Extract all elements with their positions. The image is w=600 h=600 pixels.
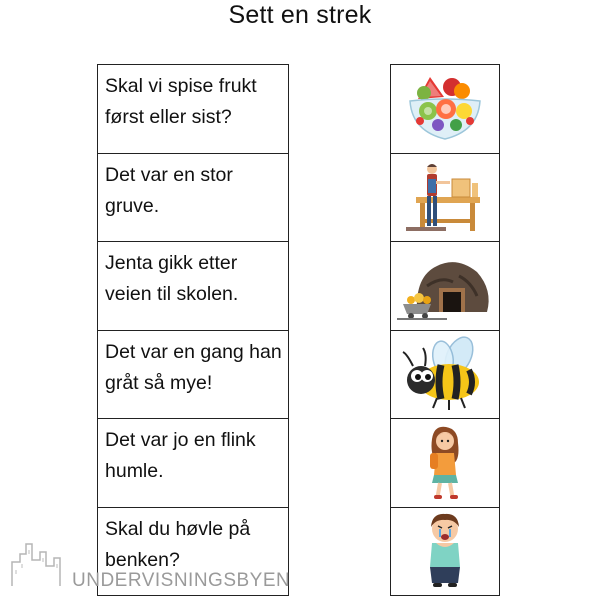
- sentence-column: [97, 64, 289, 596]
- fruit-bowl-icon: [400, 69, 490, 149]
- mine-entrance-icon: [397, 246, 493, 326]
- picture-box-6[interactable]: [390, 507, 500, 597]
- sentence-box-3[interactable]: Jenta gikk etter veien til skolen.: [97, 241, 289, 330]
- bumblebee-icon: [397, 334, 493, 414]
- sentence-box-1[interactable]: Skal vi spise frukt først eller sist?: [97, 64, 289, 153]
- crying-boy-icon: [400, 511, 490, 591]
- picture-box-2[interactable]: [390, 153, 500, 242]
- walking-girl-icon: [400, 423, 490, 503]
- watermark: [10, 540, 310, 590]
- picture-box-1[interactable]: [390, 64, 500, 153]
- sentence-box-2[interactable]: Det var en stor gruve.: [97, 153, 289, 242]
- picture-box-5[interactable]: [390, 418, 500, 507]
- carpenter-workbench-icon: [400, 157, 490, 237]
- city-skyline-icon: [10, 540, 70, 588]
- sentence-box-4[interactable]: Det var en gang han gråt så mye!: [97, 330, 289, 419]
- watermark-text: UNDERVISNINGSBYEN: [72, 570, 291, 591]
- picture-column: [390, 64, 500, 596]
- worksheet-title: Sett en strek: [228, 1, 372, 29]
- picture-box-3[interactable]: [390, 241, 500, 330]
- picture-box-4[interactable]: [390, 330, 500, 419]
- sentence-box-6[interactable]: Skal du høvle på benken?: [97, 507, 289, 597]
- sentence-box-5[interactable]: Det var jo en flink humle.: [97, 418, 289, 507]
